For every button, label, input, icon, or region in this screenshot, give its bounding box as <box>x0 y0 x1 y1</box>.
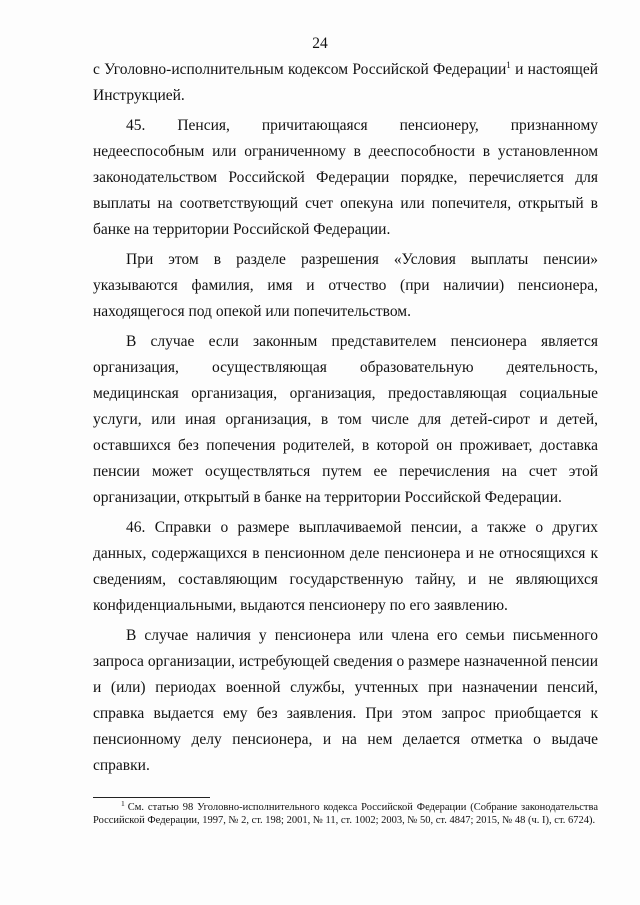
paragraph: В случае наличия у пенсионера или члена его семьи письменного запроса организации, истребующей сведения о размере назначенной пенсии и (или) периодах военной службы, учтенных при назначении пенсий, справка выдается ему без заявления. При этом запрос приобщается к пенсионному делу пенсионера, и на нем делается отметка о выдаче справки. <box>93 627 598 774</box>
paragraph-continuation <box>93 57 598 109</box>
footnote-separator <box>93 797 210 798</box>
body-text <box>93 57 598 779</box>
footnote-mark: 1 <box>121 798 125 808</box>
footnote-reference[interactable]: 1 <box>506 59 511 70</box>
footnote-text: См. статью 98 Уголовно-исполнительного кодекса Российской Федерации (Собрание законодательства Российской Федерации, 1997, № 2, ст. 198; 2001, № 11, ст. 1002; 2003, № 50, ст. 4847; 2015, № 48 (ч. I), ст. 6724). <box>93 802 598 826</box>
paragraph: При этом в разделе разрешения «Условия выплаты пенсии» указываются фамилия, имя и отчество (при наличии) пенсионера, находящегося под опекой или попечительством. <box>93 251 598 320</box>
footnote <box>93 798 598 827</box>
page-number: 24 <box>312 35 328 52</box>
paragraph: В случае если законным представителем пенсионера является организация, осуществляющая образовательную деятельность, медицинская организация, организация, предоставляющая социальные услуги, или иная организация, в том числе для детей-сирот и детей, оставшихся без попечения родителей, в которой он проживает, доставка пенсии может осуществляться путем ее перечисления на счет этой организации, открытый в банке на территории Российской Федерации. <box>93 333 598 506</box>
paragraph-item-46: 46. Справки о размере выплачиваемой пенсии, а также о других данных, содержащихся в пенсионном деле пенсионера и не относящихся к сведениям, составляющим государственную тайну, и не являющихся конфиденциальными, выдаются пенсионеру по его заявлению. <box>93 519 598 614</box>
paragraph-text: с Уголовно-исполнительным кодексом Российской Федерации <box>93 61 507 78</box>
paragraph-item-45: 45. Пенсия, причитающаяся пенсионеру, признанному недееспособным или ограниченному в дееспособности в установленном законодательством Российской Федерации порядке, перечисляется для выплаты на соответствующий счет опекуна или попечителя, открытый в банке на территории Российской Федерации. <box>93 117 598 238</box>
paragraph-text: и настоящей Инструкцией. <box>93 61 598 104</box>
